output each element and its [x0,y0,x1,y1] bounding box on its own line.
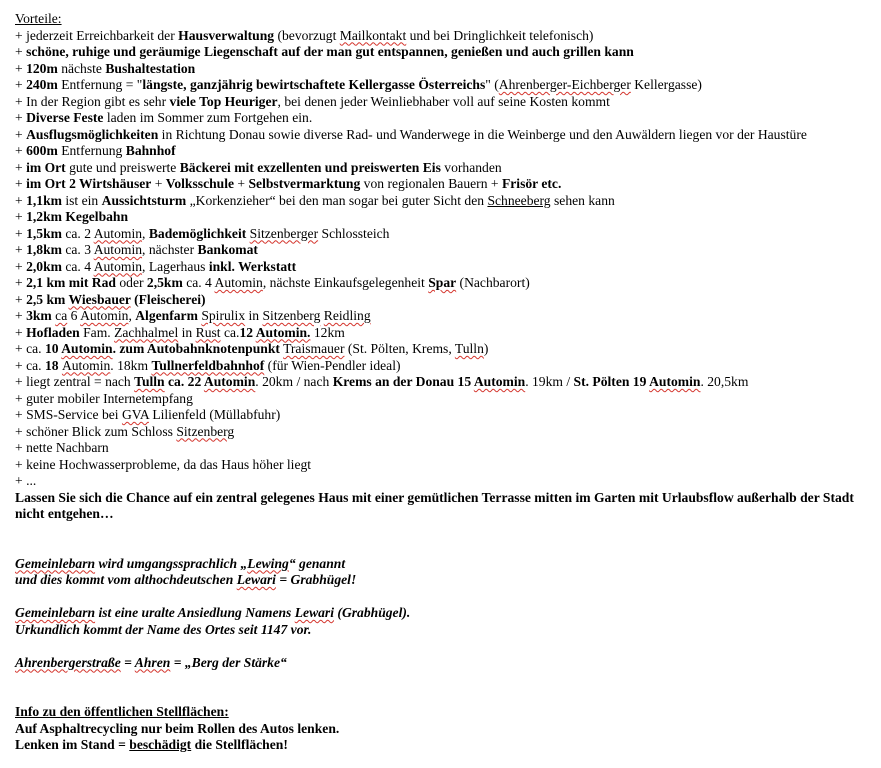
text-run: Kellergasse) [630,77,702,92]
text-run: + keine Hochwasserprobleme, da das Haus höher liegt [15,456,312,472]
text-run: Gemeinlebarn [15,605,96,620]
text-run: Frisör etc. [501,176,562,191]
text-run: beschädigt [129,737,192,752]
text-run: Bademöglichkeit [148,225,247,241]
text-run: Entfernung = " [57,77,143,92]
text-run: Sitzenberg [262,308,321,323]
text-run: Rust [195,324,221,340]
text-run: 10 [44,341,62,356]
text-run: Lewing [247,555,289,571]
text-run: nächste [57,60,106,76]
text-run: + liegt zentral = nach [15,374,135,389]
text-run: Urkundlich kommt der Name des Ortes seit 1147 vor. [15,621,312,637]
text-run: sehen kann [550,192,615,208]
heading-text: Vorteile: [15,11,62,26]
list-item [15,292,875,309]
text-run: in [178,324,196,340]
text-run: 600m [26,143,58,158]
list-item [15,325,875,342]
text-run: Automin [61,357,111,373]
text-run: die Stellflächen! [191,737,288,752]
text-run: 1,1km [26,192,62,208]
text-run: Traismauer [283,341,345,356]
text-run: + ca. [15,341,45,356]
text-run: Selbstvermarktung [248,176,361,191]
text-run: Tulln [134,374,165,389]
text-run: und dies kommt vom althochdeutschen [15,572,237,587]
text-run: 2,5km [146,275,183,290]
text-run: ca. 4 [182,275,215,290]
text-run: 3km [26,308,52,323]
list-item [15,473,875,490]
text-run: Lenken im Stand = [15,737,130,752]
list-item [15,308,875,325]
note-line [15,572,875,589]
text-run: = [120,654,135,670]
text-run: 2,5 km [26,291,69,307]
lewing-note [15,556,875,589]
text-run: , nächster [142,242,198,257]
list-item [15,110,875,127]
text-run: Automin [93,258,143,274]
text-run: Automin [214,275,263,290]
list-item [15,160,875,177]
list-item [15,94,875,111]
text-run: Tulln [454,341,484,356]
text-run: oder [115,275,147,290]
list-item [15,77,875,94]
text-run: . 20km / nach [255,374,333,389]
text-run: Automin [80,308,129,323]
text-run: 1,2km Kegelbahn [26,209,129,224]
text-run: viele Top Heuriger [169,93,278,109]
text-run: Sitzenberg [176,423,235,439]
text-run: Ahrenberger-Eichberger [498,77,631,92]
text-run: (Nachbarort) [456,275,530,290]
text-run: GVA [121,407,149,422]
text-run: , Lagerhaus [142,258,209,274]
list-item [15,193,875,210]
list-item [15,44,875,61]
text-run: Ahrenbergerstraße [15,654,121,670]
text-run: Schneeberg [487,192,551,208]
text-run: + [15,324,27,340]
text-run: 12 [239,324,256,340]
text-run: 240m [26,77,58,92]
text-run: + [15,176,27,191]
text-run: St. Pölten 19 [573,374,650,389]
list-item [15,440,875,457]
text-run: schöne, ruhige und geräumige Liegenschaft auf der man gut entspannen, genießen und auch grillen kann [26,44,634,59]
text-run: (für Wien-Pendler ideal) [264,357,401,373]
text-run: + [15,275,27,290]
text-run: Bäckerei mit exzellenten und preiswerten Eis [179,159,441,175]
text-run: Algenfarm [135,308,198,323]
text-run: „Korkenzieher“ bei den man sogar bei guter Sicht den [186,192,488,208]
text-run: . zum Autobahnknotenpunkt [112,341,280,356]
text-run: + [15,242,27,257]
street-note [15,655,875,672]
text-run: + nette Nachbarn [15,440,109,455]
text-run: ca. 3 [61,242,94,257]
list-item [15,143,875,160]
text-run: ist ein [61,192,102,208]
list-item [15,341,875,358]
text-run: im Ort 2 Wirtshäuser [26,176,152,191]
list-item [15,28,875,45]
text-run: + [15,126,27,142]
text-run: = Grabhügel! [275,572,357,587]
text-run: Wiesbauer [68,291,131,307]
text-run: Lewari [294,605,335,620]
list-item [15,275,875,292]
text-run: Hofladen [26,324,80,340]
text-run: Fam. [79,324,115,340]
text-run: wird umgangssprachlich „ [95,555,248,571]
text-run: , [128,308,136,323]
text-run: Aussichtsturm [101,192,187,208]
text-run: Diverse Feste [26,110,104,125]
list-item [15,176,875,193]
list-item [15,127,875,144]
text-run: ist eine uralte Ansiedlung Namens [95,605,295,620]
text-run: Spar [428,275,457,290]
text-run: ca. 22 [164,374,204,389]
parking-info [15,704,875,754]
parking-line [15,721,875,738]
text-run: ca. 4 [61,258,94,274]
text-run: . 20,5km [700,374,749,389]
list-item [15,226,875,243]
text-run: + [151,176,166,191]
note-line [15,655,875,672]
text-run: Krems an der Donau 15 [332,374,474,389]
list-item [15,407,875,424]
text-run: laden im Sommer zum Fortgehen ein. [103,110,313,125]
history-note [15,605,875,638]
text-run: Auf Asphaltrecycling nur beim Rollen des Autos lenken. [15,720,340,736]
text-run: + [15,143,27,158]
note-line [15,622,875,639]
text-run: in Richtung Donau sowie diverse Rad- und Wanderwege in die Weinberge und den Auwäldern liegen vor der Haustüre [158,126,807,142]
text-run: Automin [61,341,113,356]
text-run: + [15,110,27,125]
text-run: 2,0km [26,258,62,274]
text-run: , bei denen jeder Weinliebhaber voll auf seine Kosten kommt [277,93,610,109]
text-run: “ genannt [288,555,346,571]
text-run: Automin [649,374,701,389]
text-run: Tullnerfeldbahnhof [151,357,265,373]
text-run: + [15,192,27,208]
list-item [15,358,875,375]
text-run: ca [55,308,68,323]
text-run: Schlossteich [318,225,390,241]
text-run: + [234,176,249,191]
document-page [15,11,875,754]
text-run: (bevorzugt [274,27,340,43]
text-run: Automin [93,225,143,241]
parking-line [15,737,875,754]
text-run: 120m [26,60,58,76]
text-run: Automin. [255,324,311,340]
text-run: Automin [93,242,143,257]
text-run: gute und preiswerte [65,159,180,175]
text-run: Lilienfeld (Müllabfuhr) [148,407,281,422]
text-run: Spirulix [201,308,246,323]
text-run: 12km [310,324,345,340]
text-run: 18 [44,357,62,373]
text-run: , [142,225,149,241]
text-run: + schöner Blick zum Schloss [15,423,177,439]
text-run: von regionalen Bauern + [360,176,502,191]
text-run: + [15,258,27,274]
text-run: Hausverwaltung [178,27,275,43]
text-run: und bei Dringlichkeit telefonisch) [406,27,594,43]
note-line [15,605,875,622]
text-run: " ( [485,77,499,92]
text-run: + [15,225,27,241]
text-run: + guter mobiler Internetempfang [15,390,193,406]
text-run: + [15,308,27,323]
advantages-list [15,28,875,490]
list-item [15,242,875,259]
text-run: längste, ganzjährig bewirtschaftete Kellergasse Österreichs [142,77,486,92]
text-run: (St. Pölten, Krems, [344,341,455,356]
text-run: inkl. Werkstatt [208,258,297,274]
text-run: Zachhalmel [114,324,179,340]
text-run: + [15,77,27,92]
list-item [15,457,875,474]
section-heading [15,11,875,28]
text-run: (Grabhügel). [334,605,411,620]
list-item [15,374,875,391]
text-run: ) [483,341,489,356]
text-run: vorhanden [440,159,502,175]
text-run: + SMS-Service bei [15,407,122,422]
text-run: im Ort [26,159,66,175]
text-run: Sitzenberger [249,225,319,241]
text-run: 1,8km [26,242,62,257]
text-run: . 18km [110,357,152,373]
text-run: + [15,44,27,59]
text-run: 1,5km [26,225,62,241]
closing-paragraph: Lassen Sie sich die Chance auf ein zentral gelegenes Haus mit einer gemütlichen Terrasse mitten im Garten mit Urlaubsflow außerhalb der Stadt nicht entgehen… [15,489,854,521]
text-run: = „Berg der Stärke“ [170,654,287,670]
parking-title: Info zu den öffentlichen Stellflächen: [15,704,229,719]
text-run: Entfernung [57,143,126,158]
text-run: Ausflugsmöglichkeiten [26,126,159,142]
text-run: + ca. [15,357,45,373]
text-run: Bankomat [197,242,258,257]
text-run: ca. 2 [61,225,94,241]
text-run: Lewari [236,572,276,587]
text-run: Mailkontakt [339,27,407,43]
text-run: + [15,291,27,307]
text-run: Automin [203,374,256,389]
text-run: 2,1 km mit Rad [26,275,116,290]
text-run: + jederzeit Erreichbarkeit der [15,27,179,43]
text-run: + [15,60,27,76]
text-run: ca. [220,324,240,340]
text-run: Bahnhof [125,143,176,158]
list-item [15,61,875,78]
note-line [15,556,875,573]
text-run: Ahren [134,654,171,670]
text-run: + In der Region gibt es sehr [15,93,170,109]
list-item [15,391,875,408]
list-item [15,424,875,441]
text-run: Bushaltestation [105,60,196,76]
text-run: Reidling [323,308,371,323]
list-item [15,209,875,226]
text-run: + ... [15,473,37,488]
text-run: Automin [473,374,526,389]
text-run: Gemeinlebarn [15,555,96,571]
parking-lines [15,721,875,754]
text-run: in [245,308,263,323]
text-run: + [15,159,27,175]
text-run: 6 [67,308,81,323]
text-run: (Fleischerei) [130,291,206,307]
text-run: + [15,209,27,224]
list-item [15,259,875,276]
text-run: , nächste Einkaufsgelegenheit [262,275,429,290]
text-run: . 19km / [525,374,574,389]
text-run: Volksschule [165,176,235,191]
